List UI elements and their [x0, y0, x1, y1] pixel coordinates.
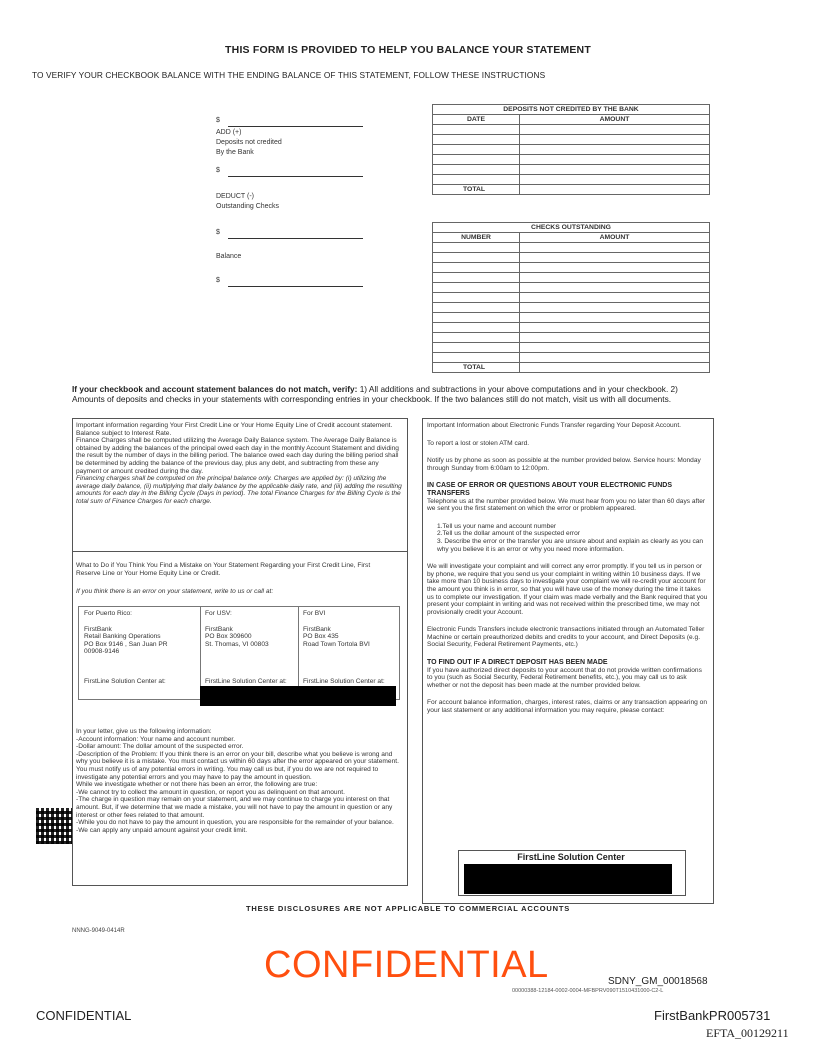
usv-addr: FirstBank PO Box 309600 St. Thomas, VI 00803 — [205, 625, 269, 648]
serial-number: 00000388-12184-0002-0004-MFBPRV090T1510431000-C2-L — [512, 988, 664, 994]
credit-line-info — [76, 422, 402, 506]
credit-line-p4: Financing charges shall be computed on the principal balance only. Charges are applied by: (i) utilizing the average daily balance, (ii) multiplying that daily balance by the applicable daily rate, and (iii) adding the resulting amounts for each day in the Billing Cycle (Days in period). The total Finance Charges for the Billing Cycle is the total sum of Finance Charges for each charge. — [76, 475, 402, 505]
dollar-sign: $ — [216, 117, 220, 124]
qr-code — [36, 808, 72, 844]
deposits-not-credited-label: Deposits not credited — [216, 139, 282, 146]
eft-heading-errors: IN CASE OF ERROR OR QUESTIONS ABOUT YOUR ELECTRONIC FUNDS TRANSFERS — [427, 482, 673, 497]
verify-text: 1) All additions and subtractions in your above computations and in your checkbook. 2) Amounts of deposits and checks in your statements with corresponding entries in your checkbook. If the two balances still do not match, visit us with all documents. — [72, 384, 678, 404]
divider — [298, 606, 299, 698]
verify-paragraph — [72, 384, 712, 404]
pr-head: For Puerto Rico: — [84, 610, 133, 617]
divider — [72, 551, 407, 552]
divider — [200, 606, 201, 698]
efta-number: EFTA_00129211 — [706, 1026, 789, 1040]
form-code: NNNG-9049-0414R — [72, 928, 125, 934]
deposits-table-title: DEPOSITS NOT CREDITED BY THE BANK — [433, 105, 710, 115]
solution-center-title: FirstLine Solution Center — [517, 852, 625, 862]
redaction-box — [464, 864, 672, 894]
eft-p7: If you have authorized direct deposits to your account that do not provide written confirmations to you (such as Social Security, Federal Retirement benefits, etc.), you may call us to ask whether or not the deposit has been made at the number provided below. — [427, 666, 702, 689]
solution-center-label-pr: FirstLine Solution Center at: — [84, 678, 166, 685]
pr-addr: FirstBank Retail Banking Operations PO Box 9146 , San Juan PR 00908-9146 — [84, 625, 168, 656]
outstanding-checks-label: Outstanding Checks — [216, 203, 280, 210]
mistake-title: What to Do if You Think You Find a Mistake on Your Statement Regarding your First Credit Line, First Reserve Line or Your Home Equity Line or Credit. — [76, 562, 371, 577]
usv-head: For USV: — [205, 610, 232, 617]
form-instructions: TO VERIFY YOUR CHECKBOOK BALANCE WITH THE ENDING BALANCE OF THIS STATEMENT, FOLLOW THESE INSTRUCTIONS — [32, 70, 546, 80]
credit-line-p1: Important information regarding Your First Credit Line or Your Home Equity Line of Credit account statement. — [76, 422, 393, 429]
eft-p6: Electronic Funds Transfers include electronic transactions initiated through an Automated Teller Machine or certain preauthorized debits and credits to your account, and Direct Deposits (e.g. Social Security, Federal Retirement Payments, etc.) — [427, 626, 705, 649]
balance-label: Balance — [216, 253, 242, 260]
redaction-box — [200, 686, 396, 706]
solution-center-label-usv: FirstLine Solution Center at: — [205, 678, 287, 685]
dollar-sign: $ — [216, 167, 220, 174]
dollar-sign: $ — [216, 277, 220, 284]
checks-table-title: CHECKS OUTSTANDING — [433, 223, 710, 233]
letter-instructions: In your letter, give us the following information: -Account information: Your name and account number. -Dollar amount: The dollar amount of the suspected error. -Description of the Problem: If you think there is an error on your bill, describe what you believe is wrong and why you believe it is a mistake. You must contact us within 60 days after the error appeared on your statement. You must notify us of any potential errors in writing. You may call us but, if you do we are not required to investigate any potential errors and you may have to pay the amount in question. While we investigate whether or not there has been an error, the following are true: -We cannot try to collect the amount in question, or report you as delinquent on that amount. -The charge in question may remain on your statement, and we may continue to charge you interest on that amount. But, if we determine that we made a mistake, you will not have to pay the amount in question or any interest or other fees related to that amount. -While you do not have to pay the amount in question, you are responsible for the remainder of your balance. -We can apply any unpaid amount against your credit limit. — [76, 728, 399, 834]
checks-total-label: TOTAL — [433, 363, 520, 373]
date-header: DATE — [433, 115, 520, 125]
bvi-addr: FirstBank PO Box 435 Road Town Tortola BVI — [303, 625, 370, 648]
verify-bold: If your checkbook and account statement balances do not match, verify: — [72, 384, 358, 394]
bvi-head: For BVI — [303, 610, 326, 617]
amount-line-1[interactable] — [228, 126, 363, 127]
eft-p4: Telephone us at the number provided below. We must hear from you no later than 60 days after we sent you the first statement on which the error or problem appeared. — [427, 497, 706, 513]
deduct-label: DEDUCT (-) — [216, 193, 254, 200]
dollar-sign: $ — [216, 229, 220, 236]
eft-steps-list: 1.Tell us your name and account number 2.Tell us the dollar amount of the suspected error 3. Describe the error or the transfer you are unsure about and explain as clearly as you can why you believe it is an error or why you need more information. — [437, 522, 704, 553]
add-label: ADD (+) — [216, 129, 242, 136]
deposits-table — [432, 104, 710, 195]
amount-line-2[interactable] — [228, 176, 363, 177]
confidential-stamp: CONFIDENTIAL — [264, 944, 549, 986]
amount-header: AMOUNT — [520, 115, 710, 125]
eft-p2: To report a lost or stolen ATM card. — [427, 439, 530, 447]
by-the-bank-label: By the Bank — [216, 149, 254, 156]
eft-p5: We will investigate your complaint and will correct any error promptly. If you tell us in person or by phone, we require that you send us your complaint in writing within 10 business days. If we take more than 10 business days to investigate your complaint we will re-credit your account for the amount you think is in error, so that you will have use of the money during the time it takes us to complete our investigation. If your claim was made verbally and the Bank required that you present your complaint in writing and was not received within the prescribed time, we may not provisionally credit your Account. — [427, 563, 708, 616]
credit-line-p3: Finance Charges shall be computed utilizing the Average Daily Balance system. The Average Daily Balance is obtained by adding the balances of the principal owed each day in the monthly Account Statement and dividing the result by the number of days in the billing period. The balance owed each day during the billing period shall be determined by adding the balance of the previous day, plus any debt, and subtracting from these any payment or amount credited during the day. — [76, 437, 399, 475]
credit-line-p2: Balance subject to Interest Rate. — [76, 429, 172, 437]
eft-info — [427, 422, 709, 715]
bates-number: FirstBankPR005731 — [654, 1008, 771, 1023]
amount-line-3[interactable] — [228, 238, 363, 239]
usvi-address — [205, 610, 295, 648]
puerto-rico-address — [84, 610, 194, 656]
form-title: THIS FORM IS PROVIDED TO HELP YOU BALANCE YOUR STATEMENT — [225, 44, 591, 56]
number-header: NUMBER — [433, 233, 520, 243]
amount-header: AMOUNT — [520, 233, 710, 243]
balance-amount-line[interactable] — [228, 286, 363, 287]
sdny-number: SDNY_GM_00018568 — [608, 976, 708, 987]
deposits-total-label: TOTAL — [433, 185, 520, 195]
disclosure-note: THESE DISCLOSURES ARE NOT APPLICABLE TO COMMERCIAL ACCOUNTS — [245, 904, 571, 913]
solution-center-label-bvi: FirstLine Solution Center at: — [303, 678, 385, 685]
mistake-sub: If you think there is an error on your statement, write to us or call at: — [76, 588, 274, 595]
confidential-footer: CONFIDENTIAL — [36, 1008, 132, 1023]
bvi-address — [303, 610, 397, 648]
eft-p8: For account balance information, charges, interest rates, claims or any transaction appearing on your last statement or any additional information you may require, please contact: — [427, 699, 708, 715]
checks-table — [432, 222, 710, 373]
eft-heading-direct-deposit: TO FIND OUT IF A DIRECT DEPOSIT HAS BEEN MADE — [427, 659, 608, 667]
eft-p1: Important Information about Electronic Funds Transfer regarding Your Deposit Account. — [427, 422, 681, 429]
eft-p3: Notify us by phone as soon as possible at the number provided below. Service hours: Monday through Sunday from 6:00am to 12:00pm. — [427, 457, 701, 472]
